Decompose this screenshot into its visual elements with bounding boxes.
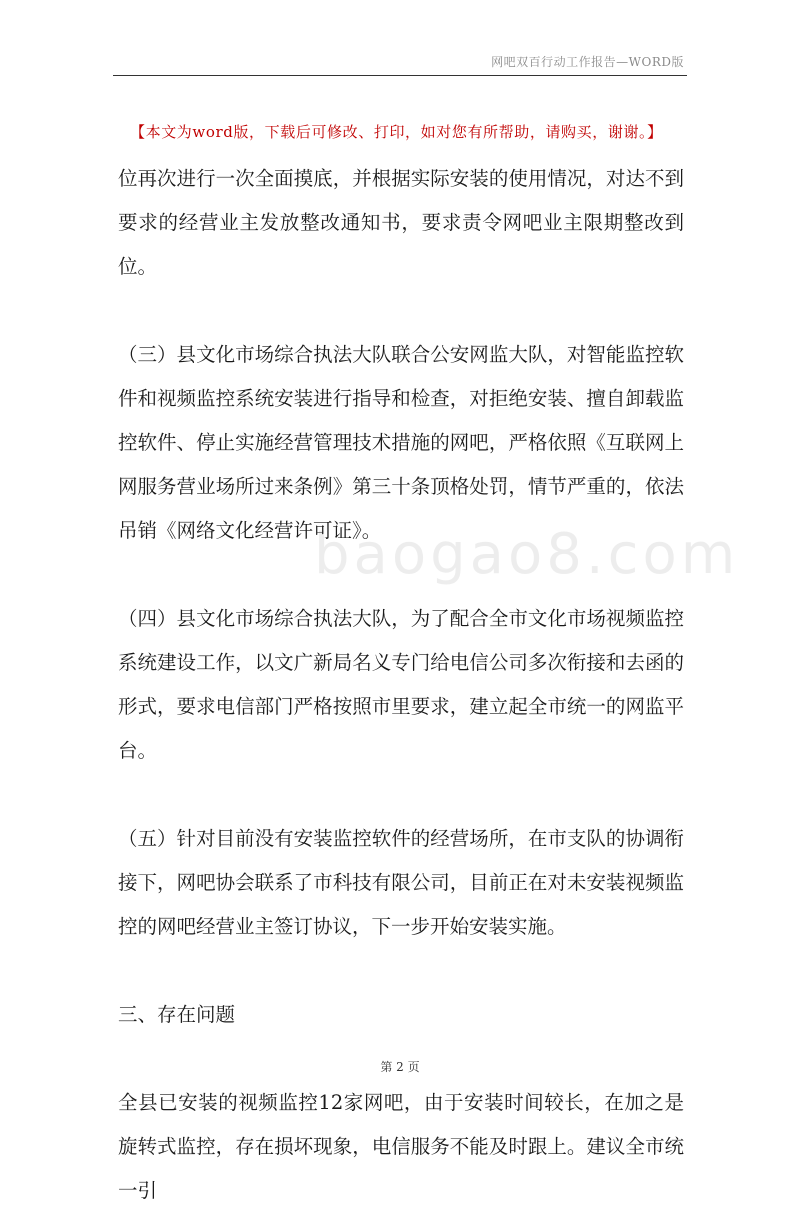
section-heading-problems: 三、存在问题 <box>118 1003 236 1026</box>
paragraph-item-4: （四）县文化市场综合执法大队，为了配合全市文化市场视频监控系统建设工作，以文广新局名义专门给电信公司多次衔接和去函的形式，要求电信部门严格按照市里要求，建立起全市统一的网监平台。 <box>118 607 684 762</box>
document-body <box>118 157 684 1213</box>
paragraph-problems: 全县已安装的视频监控12家网吧，由于安装时间较长，在加之是旋转式监控，存在损坏现象，电信服务不能及时跟上。建议全市统一引 <box>118 1091 684 1202</box>
page-number: 第 2 页 <box>380 1060 420 1074</box>
paragraph-item-5: （五）针对目前没有安装监控软件的经营场所，在市支队的协调衔接下，网吧协会联系了市科技有限公司，目前正在对未安装视频监控的网吧经营业主签订协议，下一步开始安装实施。 <box>118 827 684 938</box>
purchase-notice: 【本文为word版，下载后可修改、打印，如对您有所帮助，请购买，谢谢。】 <box>130 123 663 141</box>
header-title: 网吧双百行动工作报告—WORD版 <box>491 55 684 69</box>
header-divider <box>113 75 687 76</box>
paragraph-continued: 位再次进行一次全面摸底，并根据实际安装的使用情况，对达不到要求的经营业主发放整改通知书，要求责令网吧业主限期整改到位。 <box>118 167 684 278</box>
watermark: baogao8.com <box>314 522 740 587</box>
paragraph-item-3: （三）县文化市场综合执法大队联合公安网监大队，对智能监控软件和视频监控系统安装进行指导和检查，对拒绝安装、擅自卸载监控软件、停止实施经营管理技术措施的网吧，严格依照《互联网上网服务营业场所过来条例》第三十条顶格处罚，情节严重的，依法吊销《网络文化经营许可证》。 <box>118 343 684 542</box>
